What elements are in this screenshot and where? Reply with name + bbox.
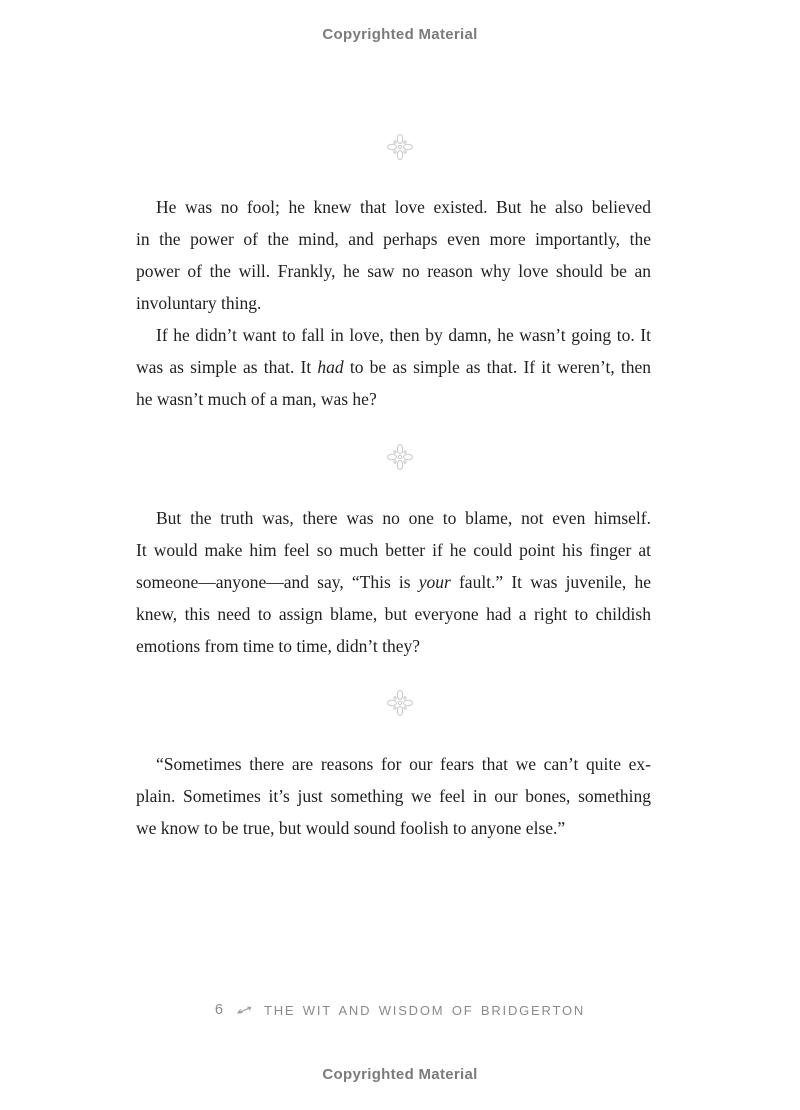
floral-ornament-icon	[386, 443, 414, 471]
text-line: He was no fool; he knew that love existed. But he also believed	[156, 197, 651, 217]
text-line: If he didn’t want to fall in love, then by damn, he wasn’t going to. It	[156, 325, 651, 345]
paragraph	[136, 191, 651, 319]
text-section-2	[136, 502, 651, 662]
page-number: 6	[214, 1002, 224, 1018]
page-footer	[0, 1002, 800, 1018]
section-divider	[0, 133, 800, 161]
text-line: knew, this need to assign blame, but everyone had a right to childish	[136, 604, 651, 624]
floral-ornament-icon	[386, 689, 414, 717]
text-section-3	[136, 748, 651, 844]
paragraph	[136, 748, 651, 844]
text-line: was as simple as that. It had to be as simple as that. If it weren’t, then	[136, 357, 651, 377]
floral-ornament-icon	[386, 133, 414, 161]
text-line: It would make him feel so much better if he could point his finger at	[136, 540, 651, 560]
text-line: someone—anyone—and say, “This is your fault.” It was juvenile, he	[136, 572, 651, 592]
text-line: plain. Sometimes it’s just something we feel in our bones, something	[136, 786, 651, 806]
text-line: involuntary thing.	[136, 293, 262, 313]
paragraph	[136, 502, 651, 662]
text-line: emotions from time to time, didn’t they?	[136, 636, 421, 656]
text-line: in the power of the mind, and perhaps even more importantly, the	[136, 229, 651, 249]
text-section-1	[136, 191, 651, 415]
text-line: But the truth was, there was no one to blame, not even himself.	[156, 508, 651, 528]
section-divider	[0, 689, 800, 717]
text-line: he wasn’t much of a man, was he?	[136, 389, 377, 409]
text-line: we know to be true, but would sound foolish to anyone else.”	[136, 818, 566, 838]
copyright-notice-top: Copyrighted Material	[322, 26, 478, 43]
book-title: THE WIT AND WISDOM OF BRIDGERTON	[263, 1002, 586, 1018]
text-line: “Sometimes there are reasons for our fears that we can’t quite ex-	[156, 754, 651, 774]
copyright-notice-bottom: Copyrighted Material	[322, 1066, 478, 1083]
text-line: power of the will. Frankly, he saw no reason why love should be an	[136, 261, 651, 281]
paragraph	[136, 319, 651, 415]
section-divider	[0, 443, 800, 471]
arrow-ornament-icon	[236, 1005, 252, 1016]
